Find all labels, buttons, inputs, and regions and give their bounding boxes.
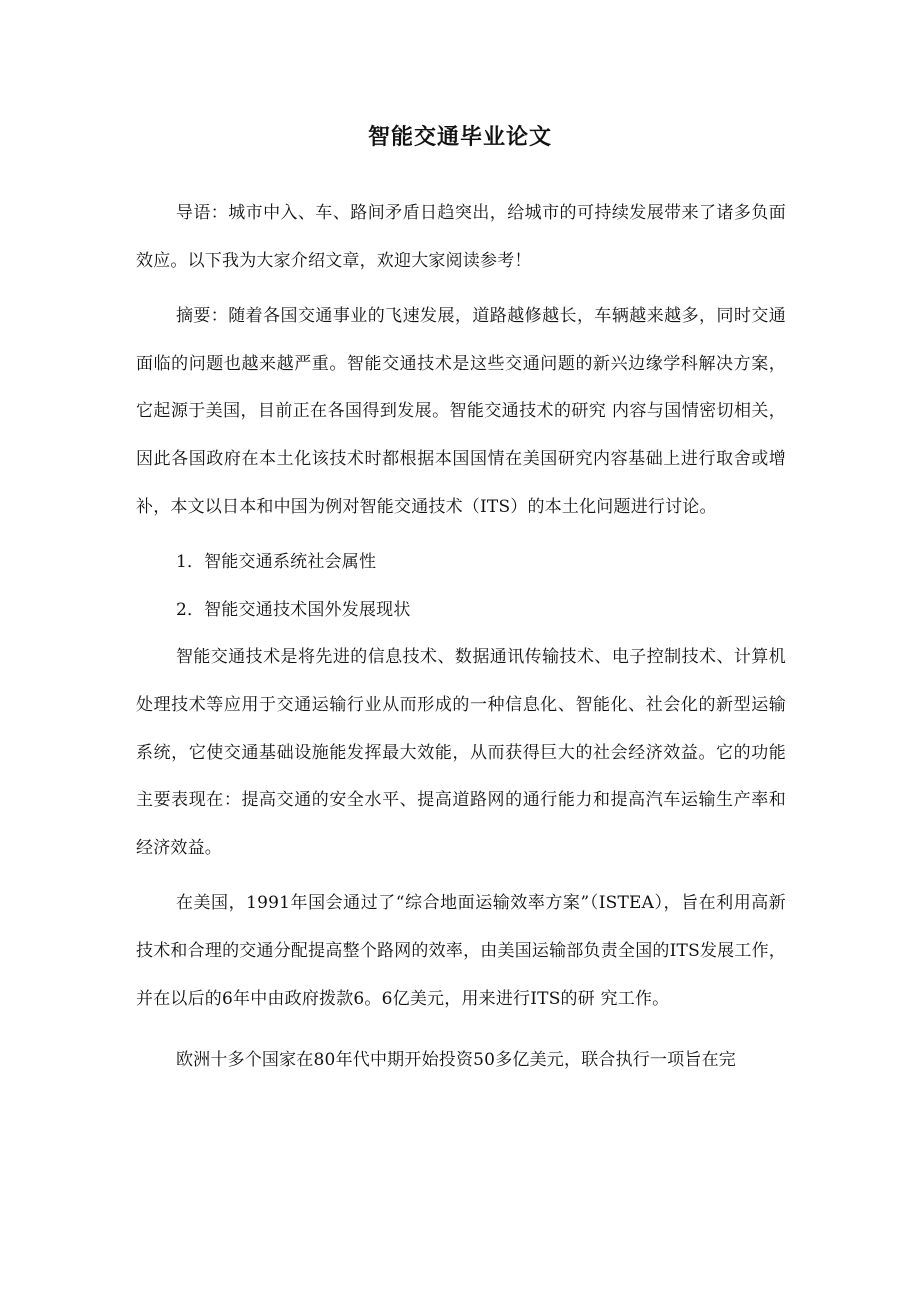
body-paragraph-usa: 在美国，1991年国会通过了“综合地面运输效率方案”（ISTEA），旨在利用高新技术和合理的交通分配提高整个路网的效率，由美国运输部负责全国的ITS发展工作，并在以后的6年中由政府拨款6。6亿美元，用来进行ITS的研 究工作。 <box>136 893 786 1009</box>
abstract-paragraph: 摘要：随着各国交通事业的飞速发展，道路越修越长，车辆越来越多，同时交通面临的问题也越来越严重。智能交通技术是这些交通问题的新兴边缘学科解决方案，它起源于美国，目前正在各国得到发展。智能交通技术的研究 内容与国情密切相关，因此各国政府在本土化该技术时都根据本国国情在美国研究内容基础上进行取舍或增补，本文以日本和中国为例对智能交通技术（ITS）的本土化问题进行讨论。 <box>136 306 786 517</box>
section-heading-2: 2．智能交通技术国外发展现状 <box>175 599 411 620</box>
document-body <box>136 190 786 1085</box>
document-title: 智能交通毕业论文 <box>367 125 552 150</box>
section-heading-1: 1．智能交通系统社会属性 <box>175 552 377 573</box>
body-paragraph-its-definition: 智能交通技术是将先进的信息技术、数据通讯传输技术、电子控制技术、计算机处理技术等应用于交通运输行业从而形成的一种信息化、智能化、社会化的新型运输系统，它使交通基础设施能发挥最大效能，从而获得巨大的社会经济效益。它的功能主要表现在：提高交通的安全水平、提高道路网的通行能力和提高汽车运输生产率和经济效益。 <box>136 647 786 858</box>
intro-paragraph: 导语：城市中入、车、路间矛盾日趋突出，给城市的可持续发展带来了诸多负面效应。以下我为大家介绍文章，欢迎大家阅读参考！ <box>136 203 786 271</box>
body-paragraph-europe: 欧洲十多个国家在80年代中期开始投资50多亿美元，联合执行一项旨在完 <box>175 1050 736 1071</box>
